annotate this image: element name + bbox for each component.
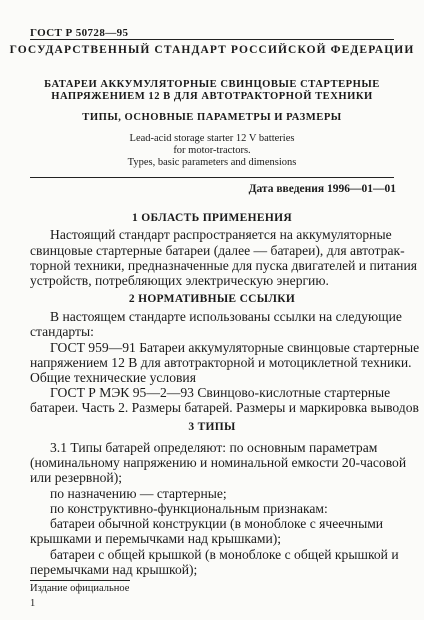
section-2-line: батареи. Часть 2. Размеры батарей. Размеры и маркировка выводов — [30, 400, 419, 415]
document-number: ГОСТ Р 50728—95 — [30, 27, 129, 39]
section-2-line: Общие технические условия — [30, 370, 196, 385]
section-2-line: В настоящем стандарте использованы ссылки на следующие — [50, 309, 402, 324]
section-1-title: 1 ОБЛАСТЬ ПРИМЕНЕНИЯ — [132, 212, 292, 224]
section-3-line: перемычками над крышкой); — [30, 562, 198, 577]
section-2-line: ГОСТ Р МЭК 95—2—93 Свинцово-кислотные стартерные — [50, 385, 391, 400]
introduction-date: Дата введения 1996—01—01 — [248, 183, 396, 195]
footer-rule — [30, 580, 130, 581]
section-2-title: 2 НОРМАТИВНЫЕ ССЫЛКИ — [128, 293, 296, 305]
state-standard-heading: ГОСУДАРСТВЕННЫЙ СТАНДАРТ РОССИЙСКОЙ ФЕДЕРАЦИИ — [9, 44, 415, 56]
section-1-line: устройств, потребляющих электрическую энергию. — [30, 273, 329, 288]
header-rule — [30, 39, 394, 40]
section-3-line: (номинальному напряжению и номинальной емкости 20-часовой — [30, 455, 407, 470]
edition-note: Издание официальное — [30, 583, 130, 594]
title-en-line1: Lead-acid storage starter 12 V batteries — [129, 133, 295, 144]
section-2-line: напряжением 12 В для автотракторной и мотоциклетной техники. — [30, 355, 412, 370]
section-3-line: крышками и перемычками над крышками); — [30, 531, 282, 546]
section-3-title: 3 ТИПЫ — [188, 421, 236, 433]
title-ru-line2: НАПРЯЖЕНИЕМ 12 В ДЛЯ АВТОТРАКТОРНОЙ ТЕХНИКИ — [51, 91, 373, 102]
title-ru-line1: БАТАРЕИ АККУМУЛЯТОРНЫЕ СВИНЦОВЫЕ СТАРТЕРНЫЕ — [44, 79, 380, 90]
title-en-line2: for motor-tractors. — [173, 145, 251, 156]
section-1-line: Настоящий стандарт распространяется на аккумуляторные — [50, 227, 392, 242]
section-3-line: батареи обычной конструкции (в моноблоке с ячеечными — [50, 516, 384, 531]
section-3-line: или резервной); — [30, 470, 122, 485]
section-3-line: 3.1 Типы батарей определяют: по основным параметрам — [50, 440, 378, 455]
title-en-line3: Types, basic parameters and dimensions — [127, 157, 297, 168]
page-number: 1 — [30, 598, 36, 609]
section-1-line: свинцовые стартерные батареи (далее — батареи), для автотрак- — [30, 243, 405, 258]
section-3-line: по конструктивно-функциональным признакам: — [50, 501, 328, 516]
section-3-line: по назначению — стартерные; — [50, 486, 227, 501]
title-rule — [30, 177, 394, 178]
section-2-line: стандарты: — [30, 324, 94, 339]
section-1-line: торной техники, предназначенные для пуска двигателей и питания — [30, 258, 417, 273]
section-3-line: батареи с общей крышкой (в моноблоке с общей крышкой и — [50, 547, 399, 562]
title-ru-subtitle: ТИПЫ, ОСНОВНЫЕ ПАРАМЕТРЫ И РАЗМЕРЫ — [82, 112, 342, 123]
section-2-line: ГОСТ 959—91 Батареи аккумуляторные свинцовые стартерные — [50, 340, 420, 355]
